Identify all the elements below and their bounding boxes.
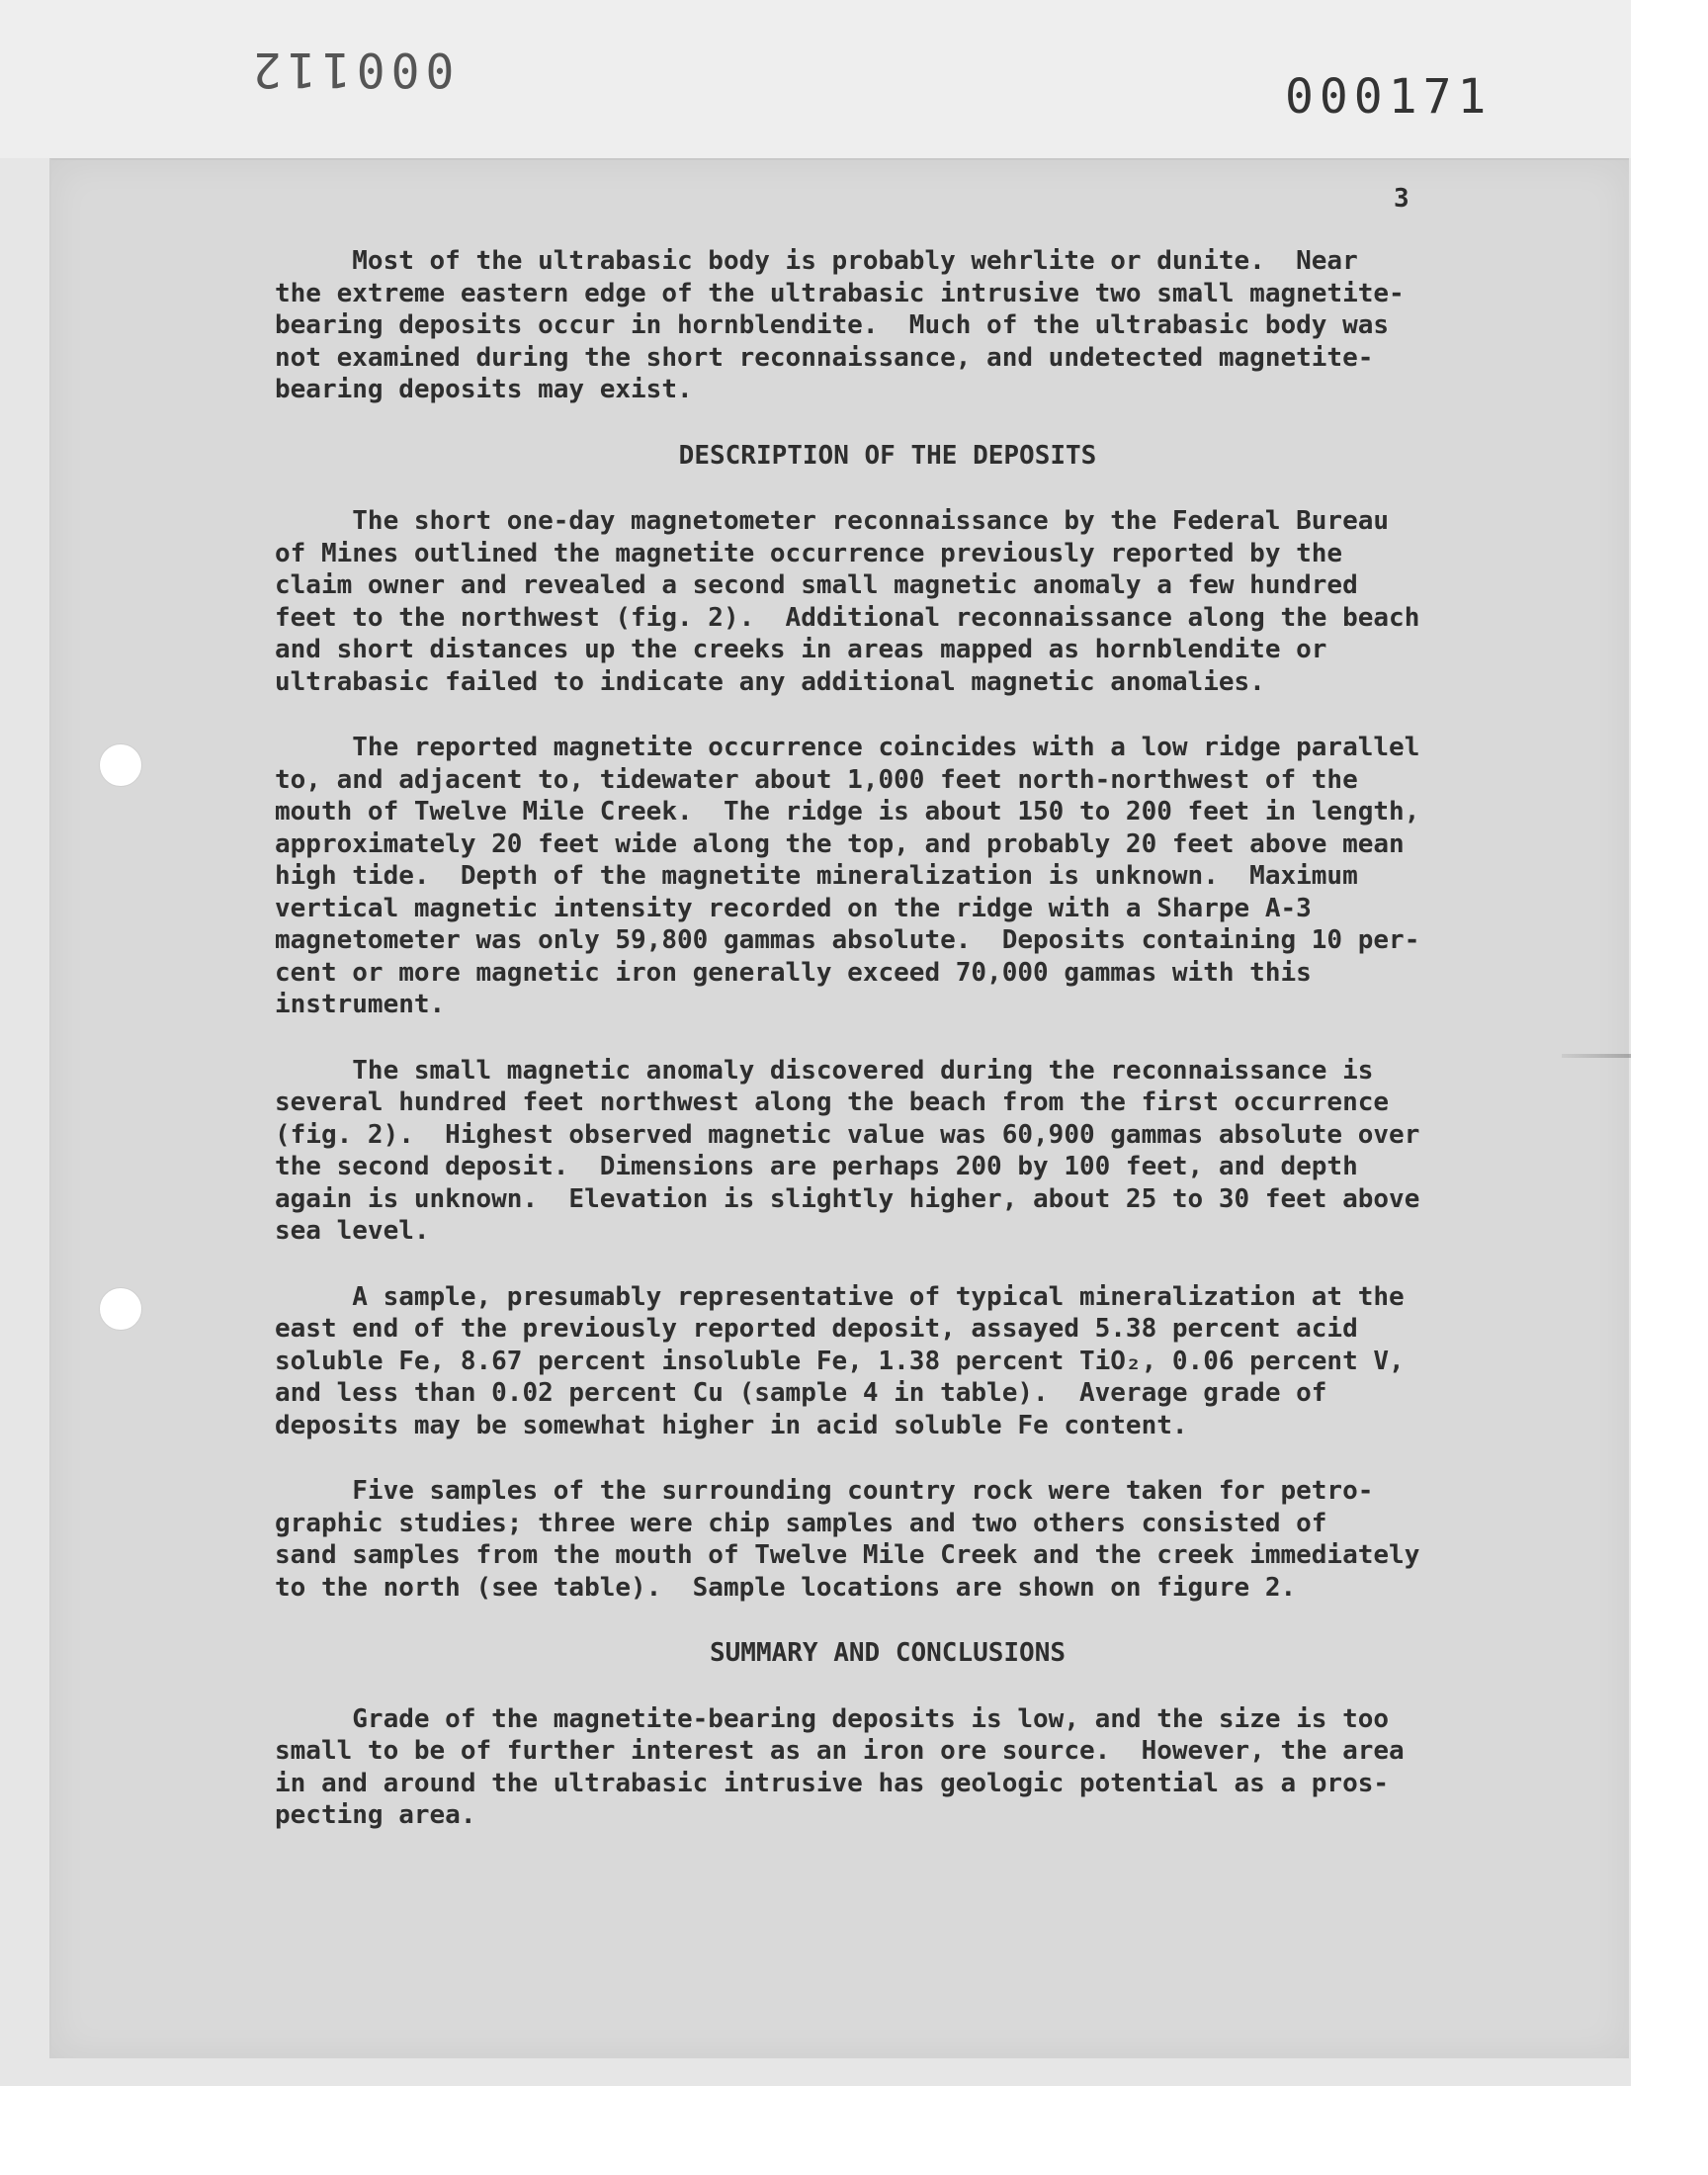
text-line: to the north (see table). Sample locations are shown on figure 2. bbox=[275, 1572, 1297, 1603]
stamp-number-left: 000112 bbox=[247, 42, 455, 97]
text-line: The small magnetic anomaly discovered during the reconnaissance is bbox=[275, 1055, 1374, 1086]
text-line: several hundred feet northwest along the beach from the first occurrence bbox=[275, 1088, 1390, 1117]
text-line: feet to the northwest (fig. 2). Additional reconnaissance along the beach bbox=[275, 602, 1420, 633]
text-line: sand samples from the mouth of Twelve Mile Creek and the creek immediately bbox=[275, 1540, 1420, 1570]
text-line: deposits may be somewhat higher in acid soluble Fe content. bbox=[275, 1410, 1188, 1440]
text-line: the second deposit. Dimensions are perhaps 200 by 100 feet, and depth bbox=[275, 1152, 1358, 1181]
text-line: bearing deposits may exist. bbox=[275, 375, 693, 404]
punch-hole bbox=[99, 743, 142, 787]
text-line: approximately 20 feet wide along the top, and probably 20 feet above mean bbox=[275, 828, 1405, 859]
document-body bbox=[275, 245, 1500, 1832]
text-line: east end of the previously reported deposit, assayed 5.38 percent acid bbox=[275, 1314, 1358, 1344]
text-line: The reported magnetite occurrence coincides with a low ridge parallel bbox=[275, 733, 1420, 762]
paragraph-country-rock-samples bbox=[275, 1475, 1500, 1604]
text-line: again is unknown. Elevation is slightly higher, about 25 to 30 feet above bbox=[275, 1183, 1420, 1214]
text-line: the extreme eastern edge of the ultrabasic intrusive two small magnetite- bbox=[275, 278, 1405, 308]
text-line: Grade of the magnetite-bearing deposits is low, and the size is too bbox=[275, 1703, 1390, 1734]
text-line: A sample, presumably representative of typical mineralization at the bbox=[275, 1281, 1405, 1312]
paragraph-reported-occurrence bbox=[275, 732, 1500, 1021]
page-number: 3 bbox=[1394, 184, 1409, 214]
text-line: claim owner and revealed a second small magnetic anomaly a few hundred bbox=[275, 570, 1358, 600]
text-line: magnetometer was only 59,800 gammas absolute. Deposits containing 10 per- bbox=[275, 925, 1420, 955]
text-line: The short one-day magnetometer reconnaissance by the Federal Bureau bbox=[275, 506, 1390, 536]
paragraph-sample-assay bbox=[275, 1281, 1500, 1442]
text-line: instrument. bbox=[275, 990, 446, 1019]
text-line: to, and adjacent to, tidewater about 1,000 feet north-northwest of the bbox=[275, 764, 1358, 795]
paragraph-reconnaissance bbox=[275, 505, 1500, 698]
text-line: Five samples of the surrounding country rock were taken for petro- bbox=[275, 1476, 1374, 1506]
text-line: mouth of Twelve Mile Creek. The ridge is about 150 to 200 feet in length, bbox=[275, 797, 1420, 826]
text-line: soluble Fe, 8.67 percent insoluble Fe, 1.38 percent TiO₂, 0.06 percent V, bbox=[275, 1346, 1405, 1376]
paragraph-conclusion bbox=[275, 1703, 1500, 1832]
text-line: and short distances up the creeks in areas mapped as hornblendite or bbox=[275, 635, 1327, 664]
text-line: of Mines outlined the magnetite occurrence previously reported by the bbox=[275, 538, 1343, 568]
scan-smudge bbox=[1562, 1054, 1631, 1058]
text-line: in and around the ultrabasic intrusive has geologic potential as a pros- bbox=[275, 1768, 1390, 1798]
section-heading-summary: SUMMARY AND CONCLUSIONS bbox=[709, 1638, 1067, 1668]
paragraph-small-anomaly bbox=[275, 1055, 1500, 1248]
stamp-number-right: 000171 bbox=[1285, 69, 1493, 125]
text-line: (fig. 2). Highest observed magnetic value was 60,900 gammas absolute over bbox=[275, 1119, 1420, 1150]
text-line: vertical magnetic intensity recorded on the ridge with a Sharpe A-3 bbox=[275, 893, 1312, 923]
text-line: ultrabasic failed to indicate any additional magnetic anomalies. bbox=[275, 666, 1265, 697]
text-line: graphic studies; three were chip samples and two others consisted of bbox=[275, 1508, 1327, 1538]
text-line: bearing deposits occur in hornblendite. Much of the ultrabasic body was bbox=[275, 310, 1390, 340]
text-line: Most of the ultrabasic body is probably wehrlite or dunite. Near bbox=[275, 246, 1358, 276]
text-line: sea level. bbox=[275, 1216, 430, 1246]
section-heading-description: DESCRIPTION OF THE DEPOSITS bbox=[678, 440, 1097, 471]
text-line: small to be of further interest as an iron ore source. However, the area bbox=[275, 1736, 1405, 1766]
text-line: and less than 0.02 percent Cu (sample 4 in table). Average grade of bbox=[275, 1378, 1327, 1408]
text-line: pecting area. bbox=[275, 1800, 476, 1830]
text-line: not examined during the short reconnaissance, and undetected magnetite- bbox=[275, 342, 1374, 373]
punch-hole bbox=[99, 1287, 142, 1331]
text-line: high tide. Depth of the magnetite mineralization is unknown. Maximum bbox=[275, 861, 1358, 891]
paragraph-ultrabasic-body bbox=[275, 245, 1500, 406]
text-line: cent or more magnetic iron generally exceed 70,000 gammas with this bbox=[275, 957, 1312, 988]
